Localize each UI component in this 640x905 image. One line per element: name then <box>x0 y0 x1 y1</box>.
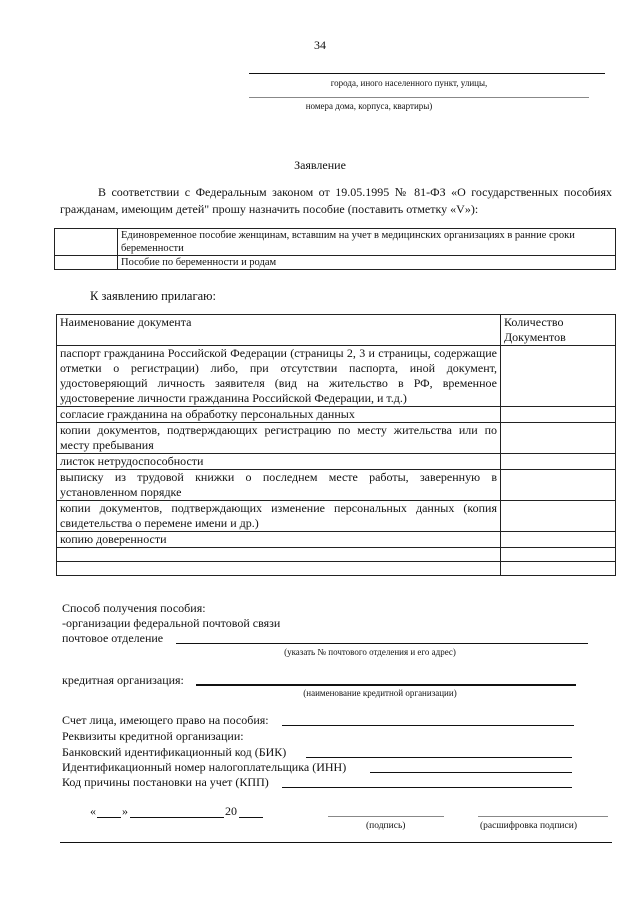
signature-field[interactable] <box>328 816 444 817</box>
benefit-mark-cell[interactable] <box>55 229 118 256</box>
benefit-mark-cell[interactable] <box>55 256 118 270</box>
receipt-option-post: -организации федеральной почтовой связи <box>62 616 281 630</box>
benefit-row <box>55 256 616 270</box>
column-header-count: Количество Документов <box>501 315 616 346</box>
table-row <box>57 346 616 407</box>
attachments-table <box>56 314 616 576</box>
table-row <box>57 423 616 454</box>
document-name: выписку из трудовой книжки о последнем месте работы, заверенную в установленном порядке <box>57 470 501 501</box>
inn-label: Идентификационный номер налогоплательщика (ИНН) <box>62 760 347 774</box>
bik-label: Банковский идентификационный код (БИК) <box>62 745 287 759</box>
date-year-field[interactable] <box>239 817 263 818</box>
document-count[interactable] <box>501 532 616 548</box>
credit-org-field[interactable] <box>196 684 576 686</box>
credit-org-caption: (наименование кредитной организации) <box>303 688 457 698</box>
receipt-heading: Способ получения пособия: <box>62 601 206 615</box>
account-label: Счет лица, имеющего право на пособия: <box>62 713 269 727</box>
account-field[interactable] <box>282 725 574 726</box>
attachments-heading: К заявлению прилагаю: <box>90 289 216 303</box>
document-name: паспорт гражданина Российской Федерации (страницы 2, 3 и страницы, содержащие отметки о регистрации) либо, при отсутствии паспорта, иной документ, удостоверяющий личность заявителя (вид на жительство в РФ, временное удостоверение личности гражданина Российской Федерации, и т.д.) <box>57 346 501 407</box>
page-number: 34 <box>314 38 326 52</box>
decode-field[interactable] <box>478 816 608 817</box>
requisites-label: Реквизиты кредитной организации: <box>62 729 244 743</box>
benefit-table <box>54 228 616 270</box>
document-name[interactable] <box>57 548 501 562</box>
date-day-field[interactable] <box>97 817 121 818</box>
date-year-prefix: 20 <box>225 804 237 818</box>
signature-caption: (подпись) <box>366 821 406 831</box>
bik-field[interactable] <box>306 757 572 758</box>
decode-caption: (расшифровка подписи) <box>480 821 577 831</box>
kpp-label: Код причины постановки на учет (КПП) <box>62 775 269 789</box>
kpp-field[interactable] <box>282 787 572 788</box>
date-close-quote: » <box>122 804 128 818</box>
intro-paragraph <box>60 184 612 218</box>
table-row <box>57 548 616 562</box>
document-count[interactable] <box>501 562 616 576</box>
table-row <box>57 407 616 423</box>
document-name[interactable] <box>57 562 501 576</box>
document-name: копию доверенности <box>57 532 501 548</box>
table-row <box>57 470 616 501</box>
table-row <box>57 532 616 548</box>
address-line-2[interactable] <box>249 97 589 98</box>
intro-text: В соответствии с Федеральным законом от 19.05.1995 № 81-ФЗ «О государственных пособиях гражданам, имеющим детей" прошу назначить пособие (поставить отметку «V»): <box>60 185 612 216</box>
document-count[interactable] <box>501 407 616 423</box>
document-count[interactable] <box>501 454 616 470</box>
column-header-document: Наименование документа <box>57 315 501 346</box>
post-office-field[interactable] <box>176 643 588 644</box>
document-name: согласие гражданина на обработку персональных данных <box>57 407 501 423</box>
address-line-1[interactable] <box>249 73 605 74</box>
document-name: листок нетрудоспособности <box>57 454 501 470</box>
document-count[interactable] <box>501 423 616 454</box>
document-name: копии документов, подтверждающих регистрацию по месту жительства или по месту пребывания <box>57 423 501 454</box>
address-caption-2: номера дома, корпуса, квартиры) <box>305 101 433 111</box>
date-month-field[interactable] <box>130 817 224 818</box>
document-count[interactable] <box>501 501 616 532</box>
table-header-row <box>57 315 616 346</box>
post-office-caption: (указать № почтового отделения и его адрес) <box>284 647 456 657</box>
document-count[interactable] <box>501 548 616 562</box>
inn-field[interactable] <box>370 772 572 773</box>
benefit-text: Единовременное пособие женщинам, вставшим на учет в медицинских организациях в ранние сроки беременности <box>118 229 616 256</box>
document-count[interactable] <box>501 470 616 501</box>
table-row <box>57 501 616 532</box>
document-count[interactable] <box>501 346 616 407</box>
document-name: копии документов, подтверждающих изменение персональных данных (копия свидетельства о перемене имени и др.) <box>57 501 501 532</box>
bottom-rule <box>60 842 612 843</box>
benefit-text: Пособие по беременности и родам <box>118 256 616 270</box>
document-title: Заявление <box>294 158 346 172</box>
table-row <box>57 562 616 576</box>
table-row <box>57 454 616 470</box>
post-office-label: почтовое отделение <box>62 631 164 645</box>
credit-org-label: кредитная организация: <box>62 673 184 687</box>
date-open-quote: « <box>90 804 96 818</box>
benefit-row <box>55 229 616 256</box>
address-caption-1: города, иного населенного пункт, улицы, <box>330 78 488 88</box>
